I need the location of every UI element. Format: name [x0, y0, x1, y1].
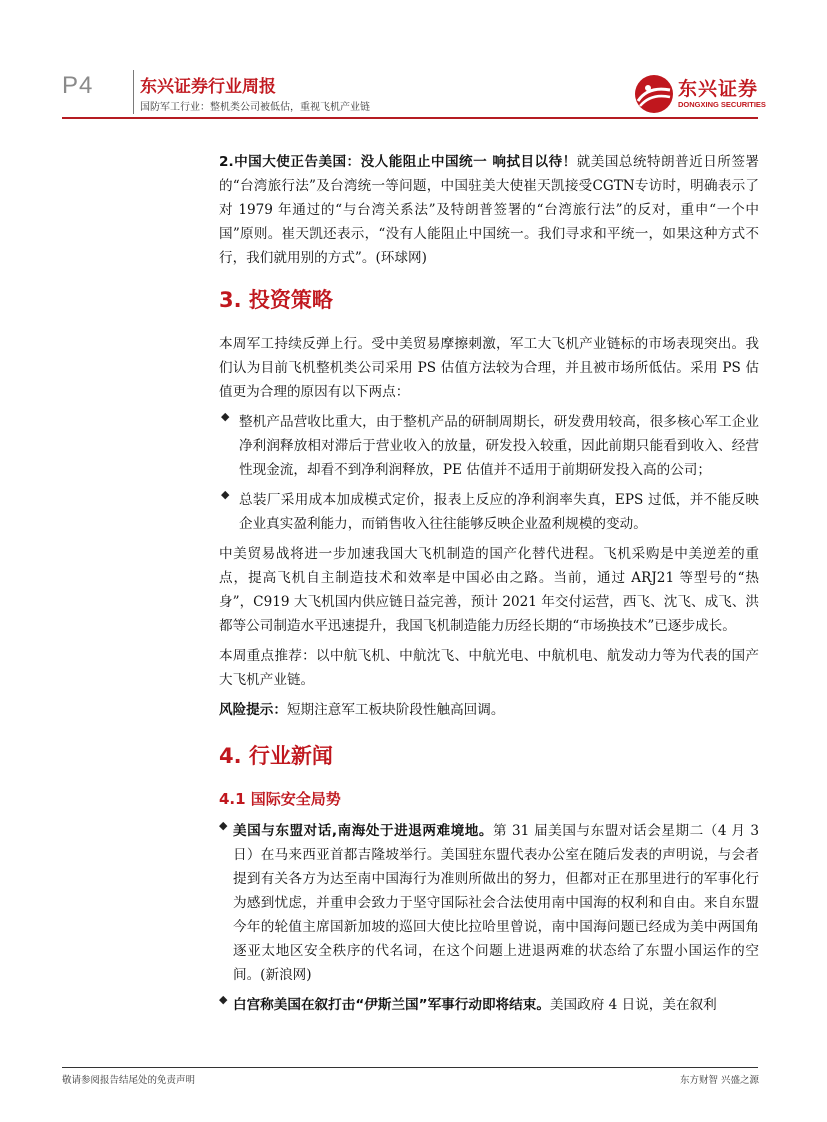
risk-note [219, 698, 759, 722]
news-item-body [233, 993, 759, 1017]
risk-label: 风险提示： [219, 702, 287, 718]
diamond-bullet-icon: ◆ [219, 819, 228, 832]
subsection-heading-security: 4.1 国际安全局势 [219, 790, 341, 808]
logo-text-en: DONGXING SECURITIES [678, 100, 766, 109]
header-separator [133, 70, 134, 114]
news-item-2-lead: 2.中国大使正告美国：没人能阻止中国统一 响拭目以待！ [219, 154, 577, 170]
strategy-paragraph-2: 中美贸易战将进一步加速我国大飞机制造的国产化替代进程。飞机采购是中美逆差的重点，提高飞机自主制造技术和效率是中国必由之路。当前，通过 ARJ21 等型号的“热身”，C919 大飞机国内供应链日益完善，预计 2021 年交付运营，西飞、沈飞、成飞、洪都等公司制造水平迅速提升，我国飞机制造能力历经长期的“市场换技术”已逐步成长。 [219, 546, 759, 634]
news-item-2-text: 就美国总统特朗普近日所签署的“台湾旅行法”及台湾统一等问题，中国驻美大使崔天凯接受CGTN专访时，明确表示了对 1979 年通过的“与台湾关系法”及特朗普签署的“台湾旅行法”的反对，重申“一个中国”原则。崔天凯还表示，“没有人能阻止中国统一。我们寻求和平统一，如果这种方式不行，我们就用别的方式”。(环球网) [219, 154, 760, 266]
section-heading-strategy: 3. 投资策略 [219, 288, 333, 312]
news-item [219, 819, 759, 987]
news-item [219, 993, 759, 1017]
risk-text: 短期注意军工板块阶段性触高回调。 [286, 702, 505, 718]
strategy-paragraph-1: 本周军工持续反弹上行。受中美贸易摩擦刺激，军工大飞机产业链标的市场表现突出。我们认为目前飞机整机类公司采用 PS 估值方法较为合理，并且被市场所低估。采用 PS 估值更为合理的原因有以下两点： [219, 336, 759, 400]
report-title: 东兴证券行业周报 [140, 77, 276, 97]
diamond-bullet-icon: ◆ [221, 488, 230, 501]
logo-emblem-icon [634, 74, 674, 114]
news-item-body [233, 819, 759, 987]
news-item-text: 美国政府 4 日说，美在叙利 [549, 997, 717, 1013]
strategy-bullet-text: 整机产品营收比重大，由于整机产品的研制周期长，研发费用较高，很多核心军工企业净利润释放相对滞后于营业收入的放量，研发投入较重，因此前期只能看到收入、经营性现金流，却看不到净利润释放，PE 估值并不适用于前期研发投入高的公司； [239, 414, 759, 478]
page-body [219, 150, 759, 1017]
strategy-bullet [219, 488, 759, 536]
section-heading-news: 4. 行业新闻 [219, 744, 333, 768]
news-item-2 [219, 150, 759, 270]
header-rule [62, 117, 758, 119]
strategy-paragraph-3: 本周重点推荐：以中航飞机、中航沈飞、中航光电、中航机电、航发动力等为代表的国产大飞机产业链。 [219, 648, 759, 688]
company-logo [634, 74, 764, 114]
footer-slogan: 东方财智 兴盛之源 [679, 1075, 759, 1086]
footer-disclaimer: 敬请参阅报告结尾处的免责声明 [62, 1075, 196, 1086]
news-item-lead: 美国与东盟对话,南海处于进退两难境地。 [233, 823, 494, 839]
report-subtitle: 国防军工行业：整机类公司被低估，重视飞机产业链 [140, 102, 370, 113]
news-item-text: 第 31 届美国与东盟对话会星期二（4 月 3 日）在马来西亚首都吉隆坡举行。美国驻东盟代表办公室在随后发表的声明说，与会者提到有关各方为达至南中国海行为准则所做出的努力，但都对正在那里进行的军事化行为感到忧虑，并重申会致力于坚守国际社会合法使用南中国海的权利和自由。来自东盟今年的轮值主席国新加坡的巡回大使比拉哈里曾说，南中国海问题已经成为美中两国角逐亚太地区安全秩序的代名词，在这个问题上进退两难的状态给了东盟小国运作的空间。(新浪网) [233, 823, 759, 983]
strategy-bullet [219, 410, 759, 482]
logo-text-cn: 东兴证券 [678, 78, 759, 100]
diamond-bullet-icon: ◆ [221, 410, 230, 423]
footer-rule [62, 1067, 758, 1068]
diamond-bullet-icon: ◆ [219, 993, 228, 1006]
page-number: P4 [62, 72, 94, 99]
strategy-bullet-text: 总装厂采用成本加成模式定价，报表上反应的净利润率失真，EPS 过低，并不能反映企业真实盈利能力，而销售收入往往能够反映企业盈利规模的变动。 [239, 492, 759, 532]
news-item-lead: 白宫称美国在叙打击“伊斯兰国”军事行动即将结束。 [233, 997, 550, 1013]
